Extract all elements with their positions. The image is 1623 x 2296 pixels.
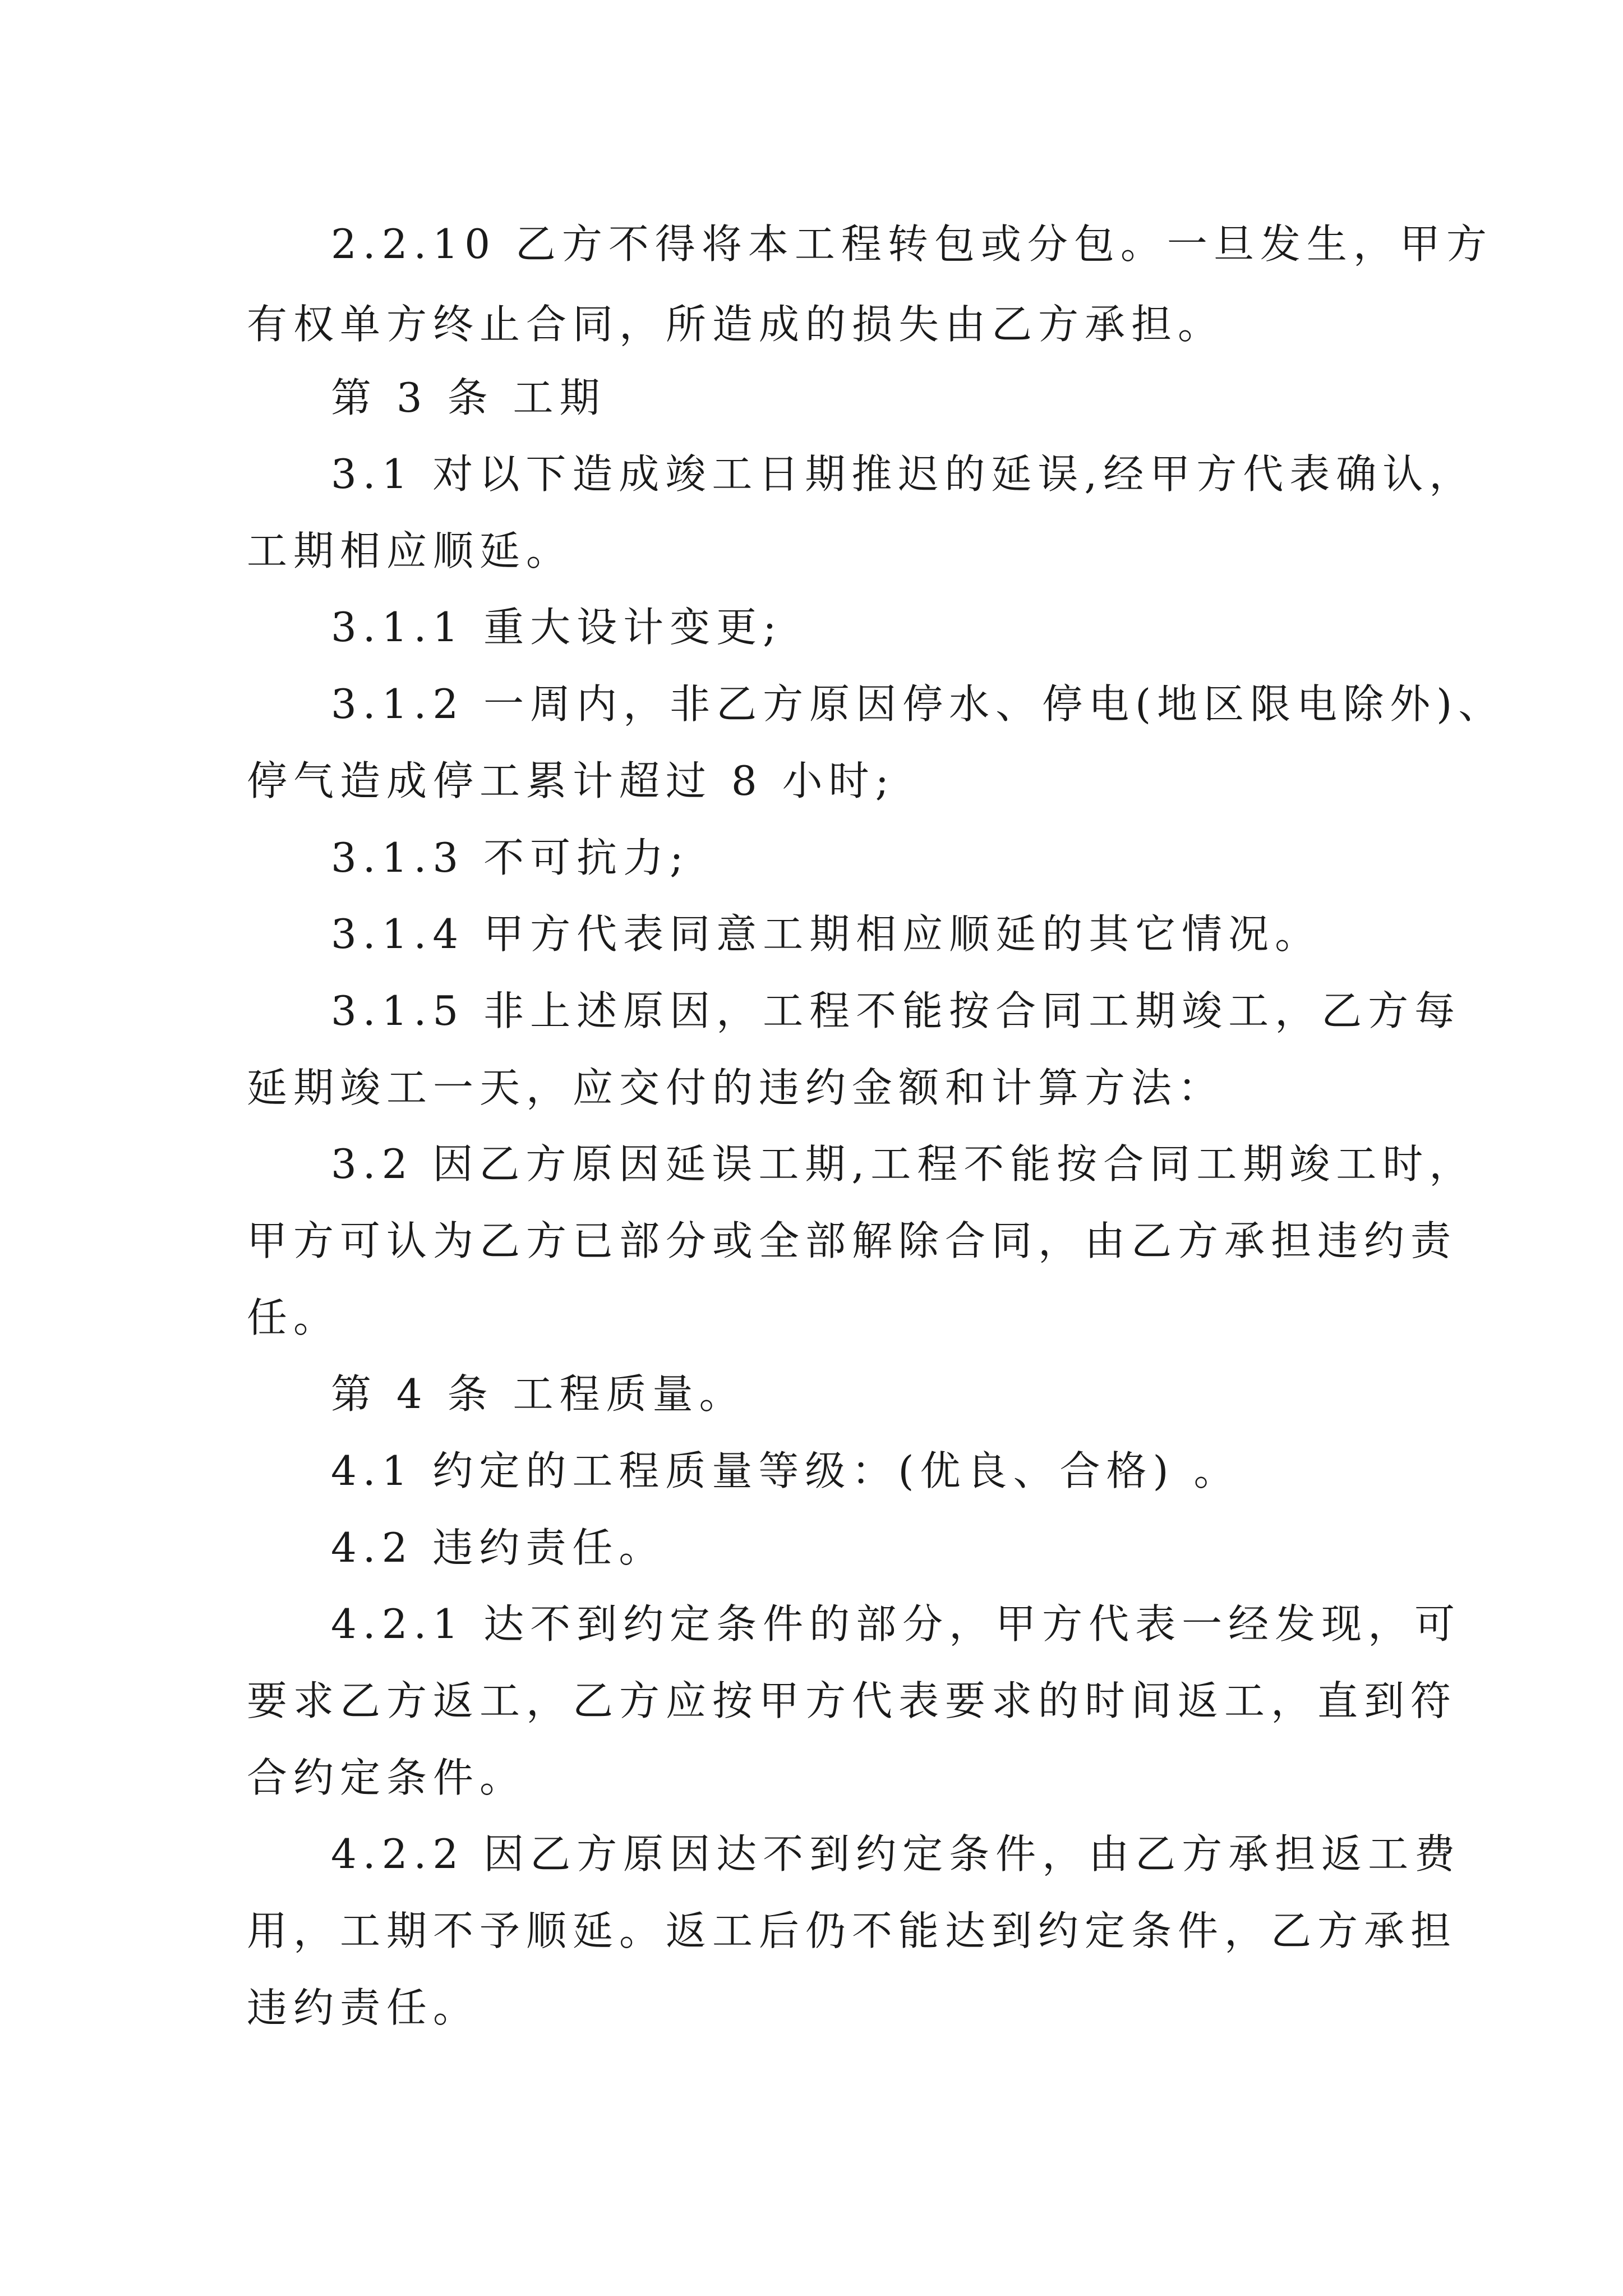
clause-3-1-2-line-1: 3.1.2 一周内，非乙方原因停水、停电(地区限电除外)、 [331, 680, 1505, 728]
clause-4-1: 4.1 约定的工程质量等级：(优良、合格) 。 [331, 1447, 1241, 1494]
article-3-heading: 第 3 条 工期 [331, 374, 606, 421]
clause-2-2-10-line-2: 有权单方终止合同，所造成的损失由乙方承担。 [247, 301, 1225, 348]
clause-4-2-1-line-1: 4.2.1 达不到约定条件的部分，甲方代表一经发现，可 [331, 1600, 1461, 1648]
clause-3-1-3: 3.1.3 不可抗力; [331, 834, 690, 881]
clause-2-2-10-line-1: 2.2.10 乙方不得将本工程转包或分包。一旦发生，甲方 [331, 220, 1493, 268]
clause-3-1-4: 3.1.4 甲方代表同意工期相应顺延的其它情况。 [331, 910, 1322, 958]
clause-3-1-5-line-1: 3.1.5 非上述原因，工程不能按合同工期竣工，乙方每 [331, 987, 1461, 1034]
article-4-heading: 第 4 条 工程质量。 [331, 1370, 746, 1418]
clause-4-2-2-line-1: 4.2.2 因乙方原因达不到约定条件，由乙方承担返工费 [331, 1830, 1461, 1878]
clause-3-1-line-2: 工期相应顺延。 [247, 527, 573, 574]
clause-3-1-1: 3.1.1 重大设计变更; [331, 604, 783, 651]
clause-4-2-1-line-3: 合约定条件。 [247, 1754, 527, 1801]
clause-4-2-1-line-2: 要求乙方返工，乙方应按甲方代表要求的时间返工，直到符 [247, 1677, 1458, 1724]
clause-4-2-2-line-2: 用，工期不予顺延。返工后仍不能达到约定条件，乙方承担 [247, 1907, 1458, 1954]
clause-4-2: 4.2 违约责任。 [331, 1524, 666, 1571]
clause-3-1-line-1: 3.1 对以下造成竣工日期推迟的延误,经甲方代表确认， [331, 450, 1476, 498]
clause-3-2-line-2: 甲方可认为乙方已部分或全部解除合同，由乙方承担违约责 [247, 1217, 1458, 1264]
clause-3-1-2-line-2: 停气造成停工累计超过 8 小时; [247, 757, 895, 804]
clause-3-2-line-3: 任。 [247, 1294, 340, 1341]
clause-4-2-2-line-3: 违约责任。 [247, 1984, 480, 2031]
clause-3-2-line-1: 3.2 因乙方原因延误工期,工程不能按合同工期竣工时， [331, 1140, 1476, 1188]
clause-3-1-5-line-2: 延期竣工一天，应交付的违约金额和计算方法： [247, 1064, 1225, 1111]
